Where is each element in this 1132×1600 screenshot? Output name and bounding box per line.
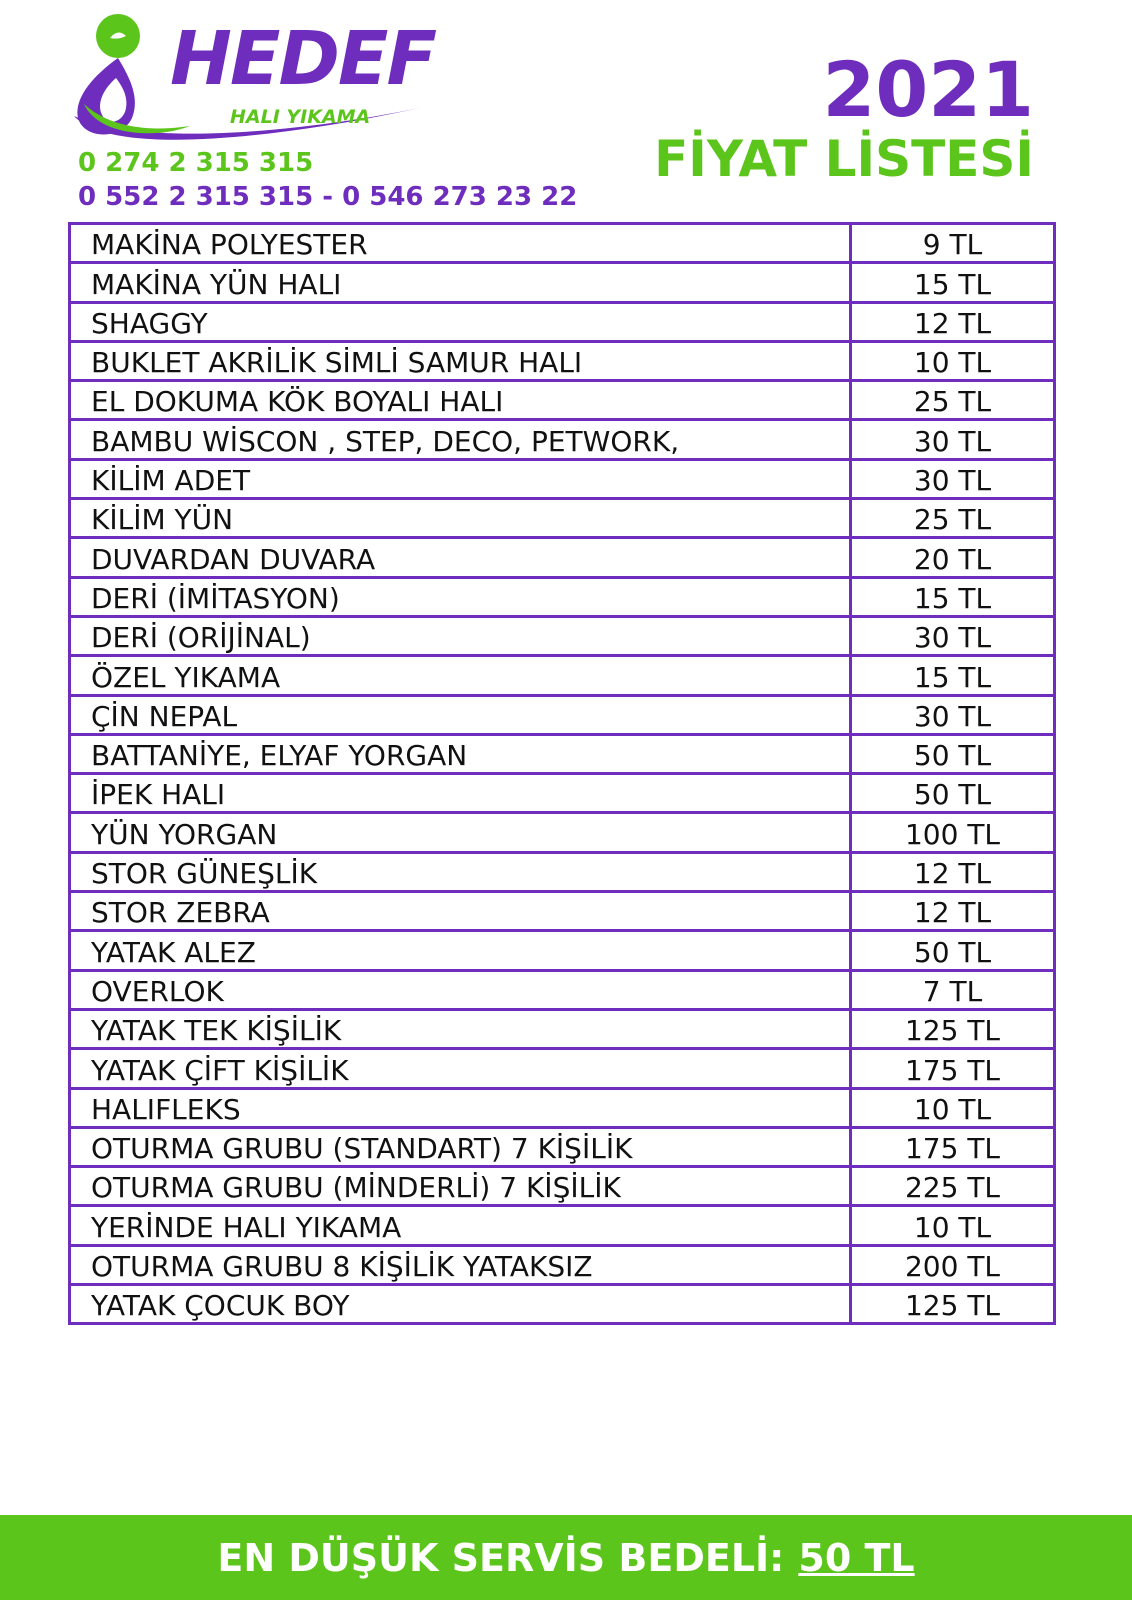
table-row — [70, 381, 1055, 420]
table-row — [70, 695, 1055, 734]
item-price: 125 TL — [851, 1009, 1055, 1048]
item-name: KİLİM ADET — [70, 459, 851, 498]
item-price: 200 TL — [851, 1245, 1055, 1284]
price-table — [68, 222, 1056, 1325]
item-price: 25 TL — [851, 499, 1055, 538]
item-name: YATAK TEK KİŞİLİK — [70, 1009, 851, 1048]
footer-banner — [0, 1515, 1132, 1600]
item-name: OTURMA GRUBU (STANDART) 7 KİŞİLİK — [70, 1127, 851, 1166]
item-price: 50 TL — [851, 734, 1055, 773]
item-price: 30 TL — [851, 459, 1055, 498]
brand-name: HEDEF — [170, 16, 436, 102]
table-row — [70, 852, 1055, 891]
item-name: EL DOKUMA KÖK BOYALI HALI — [70, 381, 851, 420]
item-name: BAMBU WİSCON , STEP, DECO, PETWORK, — [70, 420, 851, 459]
item-name: DERİ (İMİTASYON) — [70, 577, 851, 616]
item-price: 25 TL — [851, 381, 1055, 420]
item-name: BATTANİYE, ELYAF YORGAN — [70, 734, 851, 773]
item-name: MAKİNA POLYESTER — [70, 224, 851, 263]
table-row — [70, 420, 1055, 459]
item-name: OTURMA GRUBU 8 KİŞİLİK YATAKSIZ — [70, 1245, 851, 1284]
table-row — [70, 931, 1055, 970]
item-price: 12 TL — [851, 892, 1055, 931]
table-row — [70, 774, 1055, 813]
item-name: SHAGGY — [70, 302, 851, 341]
item-name: STOR GÜNEŞLİK — [70, 852, 851, 891]
table-row — [70, 616, 1055, 655]
item-name: STOR ZEBRA — [70, 892, 851, 931]
table-row — [70, 970, 1055, 1009]
item-price: 175 TL — [851, 1049, 1055, 1088]
table-row — [70, 263, 1055, 302]
item-price: 50 TL — [851, 931, 1055, 970]
item-price: 100 TL — [851, 813, 1055, 852]
item-price: 10 TL — [851, 1206, 1055, 1245]
table-row — [70, 341, 1055, 380]
item-name: ÇİN NEPAL — [70, 695, 851, 734]
phone-line-1[interactable]: 0 274 2 315 315 — [78, 148, 314, 178]
item-name: YÜN YORGAN — [70, 813, 851, 852]
item-name: OVERLOK — [70, 970, 851, 1009]
table-row — [70, 224, 1055, 263]
item-price: 50 TL — [851, 774, 1055, 813]
item-price: 15 TL — [851, 263, 1055, 302]
item-name: MAKİNA YÜN HALI — [70, 263, 851, 302]
item-price: 20 TL — [851, 538, 1055, 577]
item-name: ÖZEL YIKAMA — [70, 656, 851, 695]
table-row — [70, 813, 1055, 852]
item-price: 30 TL — [851, 695, 1055, 734]
table-row — [70, 1245, 1055, 1284]
item-name: OTURMA GRUBU (MİNDERLİ) 7 KİŞİLİK — [70, 1167, 851, 1206]
brand-subtitle: HALI YIKAMA — [230, 106, 371, 128]
item-price: 30 TL — [851, 420, 1055, 459]
table-row — [70, 1206, 1055, 1245]
table-row — [70, 459, 1055, 498]
page-title: FİYAT LİSTESİ — [654, 130, 1034, 188]
item-price: 9 TL — [851, 224, 1055, 263]
table-row — [70, 656, 1055, 695]
item-price: 12 TL — [851, 852, 1055, 891]
item-price: 15 TL — [851, 577, 1055, 616]
item-price: 10 TL — [851, 1088, 1055, 1127]
item-price: 125 TL — [851, 1285, 1055, 1324]
table-row — [70, 1167, 1055, 1206]
item-name: YATAK ÇOCUK BOY — [70, 1285, 851, 1324]
item-name: KİLİM YÜN — [70, 499, 851, 538]
item-name: YERİNDE HALI YIKAMA — [70, 1206, 851, 1245]
phone-line-2[interactable]: 0 552 2 315 315 - 0 546 273 23 22 — [78, 182, 578, 212]
table-row — [70, 499, 1055, 538]
table-row — [70, 1285, 1055, 1324]
item-price: 175 TL — [851, 1127, 1055, 1166]
item-name: YATAK ÇİFT KİŞİLİK — [70, 1049, 851, 1088]
table-row — [70, 538, 1055, 577]
item-price: 10 TL — [851, 341, 1055, 380]
item-name: YATAK ALEZ — [70, 931, 851, 970]
table-row — [70, 577, 1055, 616]
item-price: 30 TL — [851, 616, 1055, 655]
logo — [70, 8, 440, 158]
table-row — [70, 892, 1055, 931]
table-row — [70, 1088, 1055, 1127]
item-price: 12 TL — [851, 302, 1055, 341]
item-price: 15 TL — [851, 656, 1055, 695]
table-row — [70, 302, 1055, 341]
table-row — [70, 1127, 1055, 1166]
table-row — [70, 734, 1055, 773]
item-name: HALIFLEKS — [70, 1088, 851, 1127]
footer-amount: 50 TL — [798, 1535, 915, 1580]
item-price: 225 TL — [851, 1167, 1055, 1206]
item-name: DUVARDAN DUVARA — [70, 538, 851, 577]
item-price: 7 TL — [851, 970, 1055, 1009]
item-name: DERİ (ORİJİNAL) — [70, 616, 851, 655]
item-name: BUKLET AKRİLİK SİMLİ SAMUR HALI — [70, 341, 851, 380]
table-row — [70, 1049, 1055, 1088]
footer-label: EN DÜŞÜK SERVİS BEDELİ: — [217, 1535, 785, 1580]
item-name: İPEK HALI — [70, 774, 851, 813]
table-row — [70, 1009, 1055, 1048]
year: 2021 — [822, 45, 1034, 134]
